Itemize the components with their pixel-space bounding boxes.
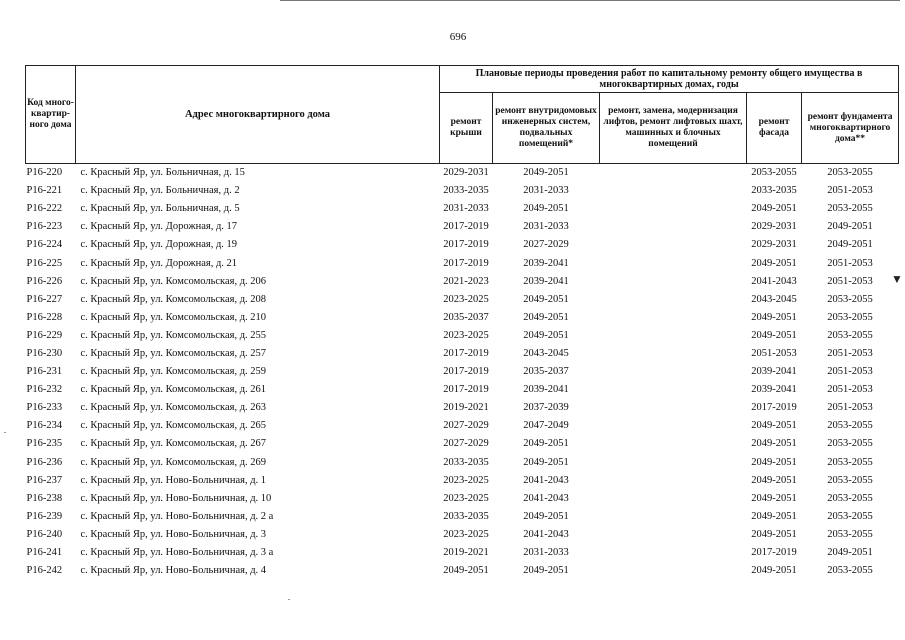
cell-address: с. Красный Яр, ул. Комсомольская, д. 267 [80,438,267,450]
cell-address: с. Красный Яр, ул. Комсомольская, д. 255 [80,329,267,341]
cell-eng: 2049-2051 [523,565,569,577]
cell-facade: 2049-2051 [751,510,797,522]
cell-facade: 2049-2051 [751,311,797,323]
table-row [26,327,899,345]
cell-address: с. Красный Яр, ул. Комсомольская, д. 269 [80,456,267,468]
table-row [26,544,899,562]
cell-eng: 2031-2033 [523,221,569,233]
cell-lift [600,399,747,417]
cell-lift [600,417,747,435]
header-address: Адрес многоквартирного дома [76,66,440,164]
cell-roof: 2017-2019 [443,366,489,378]
table-row [26,345,899,363]
cell-found: 2053-2055 [827,565,873,577]
table-row [26,164,899,183]
cell-eng: 2041-2043 [523,474,569,486]
cell-roof: 2023-2025 [443,293,489,305]
top-rule [280,0,900,1]
cell-eng: 2041-2043 [523,528,569,540]
table-row [26,454,899,472]
cell-lift [600,182,747,200]
cell-eng: 2039-2041 [523,257,569,269]
cell-found: 2053-2055 [827,510,873,522]
cell-eng: 2047-2049 [523,420,569,432]
cell-eng: 2049-2051 [523,293,569,305]
table-row [26,200,899,218]
cell-found: 2053-2055 [827,456,873,468]
cell-lift [600,327,747,345]
cell-address: с. Красный Яр, ул. Комсомольская, д. 208 [80,293,267,305]
cell-address: с. Красный Яр, ул. Больничная, д. 5 [80,203,240,215]
cell-code: Р16-240 [26,528,63,540]
cell-facade: 2017-2019 [751,547,797,559]
table-row [26,435,899,453]
cell-address: с. Красный Яр, ул. Комсомольская, д. 263 [80,402,267,414]
cell-code: Р16-224 [26,239,63,251]
cell-eng: 2039-2041 [523,275,569,287]
cell-roof: 2023-2025 [443,492,489,504]
cell-found: 2051-2053 [827,384,873,396]
cell-facade: 2039-2041 [751,366,797,378]
cell-eng: 2027-2029 [523,239,569,251]
table-row [26,472,899,490]
cell-lift [600,562,747,580]
cell-code: Р16-221 [26,185,63,197]
cell-roof: 2027-2029 [443,420,489,432]
cell-eng: 2043-2045 [523,347,569,359]
cell-lift [600,381,747,399]
cell-found: 2051-2053 [827,366,873,378]
cell-address: с. Красный Яр, ул. Комсомольская, д. 259 [80,366,267,378]
cell-lift [600,508,747,526]
table-row [26,417,899,435]
cell-eng: 2041-2043 [523,492,569,504]
cell-lift [600,472,747,490]
cell-roof: 2023-2025 [443,329,489,341]
cell-roof: 2019-2021 [443,402,489,414]
cell-lift [600,291,747,309]
cell-lift [600,454,747,472]
cell-roof: 2029-2031 [443,167,489,179]
table-row [26,490,899,508]
cell-facade: 2029-2031 [751,221,797,233]
cell-code: Р16-241 [26,547,63,559]
cell-address: с. Красный Яр, ул. Больничная, д. 15 [80,167,245,179]
cell-address: с. Красный Яр, ул. Комсомольская, д. 261 [80,384,267,396]
cell-address: с. Красный Яр, ул. Ново-Больничная, д. 4 [80,565,267,577]
cell-code: Р16-235 [26,438,63,450]
header-roof: ремонт крыши [440,93,493,164]
table-row [26,381,899,399]
cell-found: 2053-2055 [827,329,873,341]
table-row [26,218,899,236]
table-row [26,273,899,291]
cell-found: 2049-2051 [827,239,873,251]
cell-address: с. Красный Яр, ул. Ново-Больничная, д. 10 [80,492,272,504]
cell-lift [600,363,747,381]
cell-code: Р16-239 [26,510,63,522]
cell-roof: 2021-2023 [443,275,489,287]
cell-lift [600,435,747,453]
cell-lift [600,273,747,291]
cell-found: 2051-2053 [827,185,873,197]
cell-lift [600,200,747,218]
cell-roof: 2017-2019 [443,239,489,251]
cell-facade: 2029-2031 [751,239,797,251]
cell-address: с. Красный Яр, ул. Дорожная, д. 21 [80,257,238,269]
cell-address: с. Красный Яр, ул. Комсомольская, д. 210 [80,311,267,323]
cell-code: Р16-227 [26,293,63,305]
header-facade: ремонт фасада [747,93,802,164]
cell-facade: 2043-2045 [751,293,797,305]
cell-lift [600,526,747,544]
cell-facade: 2041-2043 [751,275,797,287]
cell-facade: 2049-2051 [751,329,797,341]
cell-code: Р16-229 [26,329,63,341]
cell-code: Р16-228 [26,311,63,323]
cell-lift [600,164,747,183]
repair-schedule-table [25,65,899,580]
cell-found: 2053-2055 [827,474,873,486]
cell-found: 2051-2053 [827,275,873,287]
cell-lift [600,544,747,562]
table-row [26,508,899,526]
cell-address: с. Красный Яр, ул. Дорожная, д. 17 [80,221,238,233]
cell-facade: 2049-2051 [751,420,797,432]
cell-found: 2049-2051 [827,221,873,233]
cell-roof: 2033-2035 [443,185,489,197]
header-elevators: ремонт, замена, модернизация лифтов, ремонт лифтовых шахт, машинных и блочных помещений [600,93,747,164]
cell-eng: 2049-2051 [523,438,569,450]
cell-facade: 2039-2041 [751,384,797,396]
cell-eng: 2049-2051 [523,329,569,341]
cell-code: Р16-237 [26,474,63,486]
cell-code: Р16-238 [26,492,63,504]
header-code: Код много-квартир-ного дома [26,66,76,164]
cell-roof: 2019-2021 [443,547,489,559]
cell-facade: 2033-2035 [751,185,797,197]
cell-roof: 2035-2037 [443,311,489,323]
cell-facade: 2049-2051 [751,528,797,540]
cell-address: с. Красный Яр, ул. Комсомольская, д. 257 [80,347,267,359]
table-row [26,399,899,417]
cell-lift [600,490,747,508]
cell-found: 2053-2055 [827,293,873,305]
cell-address: с. Красный Яр, ул. Больничная, д. 2 [80,185,240,197]
cell-code: Р16-220 [26,167,63,179]
cell-roof: 2023-2025 [443,528,489,540]
cell-address: с. Красный Яр, ул. Комсомольская, д. 206 [80,275,267,287]
cell-facade: 2049-2051 [751,257,797,269]
cell-eng: 2031-2033 [523,185,569,197]
cell-roof: 2017-2019 [443,257,489,269]
cell-found: 2053-2055 [827,167,873,179]
cell-lift [600,236,747,254]
header-periods: Плановые периоды проведения работ по капитальному ремонту общего имущества в многоквартирных домах, годы [440,66,899,93]
cell-facade: 2049-2051 [751,203,797,215]
cell-roof: 2017-2019 [443,347,489,359]
cell-found: 2053-2055 [827,420,873,432]
cell-code: Р16-223 [26,221,63,233]
cell-found: 2049-2051 [827,547,873,559]
cell-roof: 2033-2035 [443,510,489,522]
cell-found: 2053-2055 [827,203,873,215]
cell-facade: 2049-2051 [751,492,797,504]
table-row [26,254,899,272]
header-foundation: ремонт фундамента многоквартирного дома** [802,93,899,164]
cell-roof: 2049-2051 [443,565,489,577]
cell-lift [600,254,747,272]
cell-address: с. Красный Яр, ул. Ново-Больничная, д. 3 а [80,547,274,559]
cell-eng: 2049-2051 [523,311,569,323]
cell-found: 2053-2055 [827,528,873,540]
scan-speck [288,599,290,600]
table-body [26,164,899,581]
cell-eng: 2035-2037 [523,366,569,378]
table-row [26,526,899,544]
scan-speck [4,432,6,433]
cell-code: Р16-236 [26,456,63,468]
cell-found: 2051-2053 [827,347,873,359]
cell-eng: 2037-2039 [523,402,569,414]
cell-code: Р16-242 [26,565,63,577]
cell-roof: 2031-2033 [443,203,489,215]
cell-roof: 2027-2029 [443,438,489,450]
table-row [26,182,899,200]
table-row [26,309,899,327]
cell-facade: 2049-2051 [751,456,797,468]
cell-facade: 2049-2051 [751,438,797,450]
cell-eng: 2049-2051 [523,456,569,468]
cell-roof: 2033-2035 [443,456,489,468]
cell-code: Р16-230 [26,347,63,359]
cell-found: 2053-2055 [827,311,873,323]
cell-eng: 2039-2041 [523,384,569,396]
cell-eng: 2031-2033 [523,547,569,559]
cell-roof: 2017-2019 [443,221,489,233]
cell-found: 2051-2053 [827,402,873,414]
cell-code: Р16-226 [26,275,63,287]
cell-facade: 2053-2055 [751,167,797,179]
cell-eng: 2049-2051 [523,167,569,179]
table-row [26,291,899,309]
cell-lift [600,218,747,236]
cell-facade: 2017-2019 [751,402,797,414]
cell-code: Р16-222 [26,203,63,215]
cell-eng: 2049-2051 [523,510,569,522]
table-row [26,562,899,580]
cell-lift [600,345,747,363]
cell-address: с. Красный Яр, ул. Дорожная, д. 19 [80,239,238,251]
cell-found: 2053-2055 [827,438,873,450]
cell-roof: 2023-2025 [443,474,489,486]
table-row [26,236,899,254]
cell-address: с. Красный Яр, ул. Комсомольская, д. 265 [80,420,267,432]
cell-address: с. Красный Яр, ул. Ново-Больничная, д. 2 а [80,510,274,522]
cell-address: с. Красный Яр, ул. Ново-Больничная, д. 3 [80,528,267,540]
header-engineering: ремонт внутридомовых инженерных систем, подвальных помещений* [493,93,600,164]
cell-code: Р16-232 [26,384,63,396]
cell-code: Р16-233 [26,402,63,414]
cell-lift [600,309,747,327]
page-number: 696 [449,31,467,43]
cell-roof: 2017-2019 [443,384,489,396]
table-row [26,363,899,381]
cell-code: Р16-225 [26,257,63,269]
cell-eng: 2049-2051 [523,203,569,215]
triangle-down-icon: ▼ [891,272,903,286]
cell-found: 2053-2055 [827,492,873,504]
cell-facade: 2051-2053 [751,347,797,359]
cell-facade: 2049-2051 [751,474,797,486]
cell-found: 2051-2053 [827,257,873,269]
cell-code: Р16-234 [26,420,63,432]
cell-code: Р16-231 [26,366,63,378]
cell-facade: 2049-2051 [751,565,797,577]
cell-address: с. Красный Яр, ул. Ново-Больничная, д. 1 [80,474,267,486]
